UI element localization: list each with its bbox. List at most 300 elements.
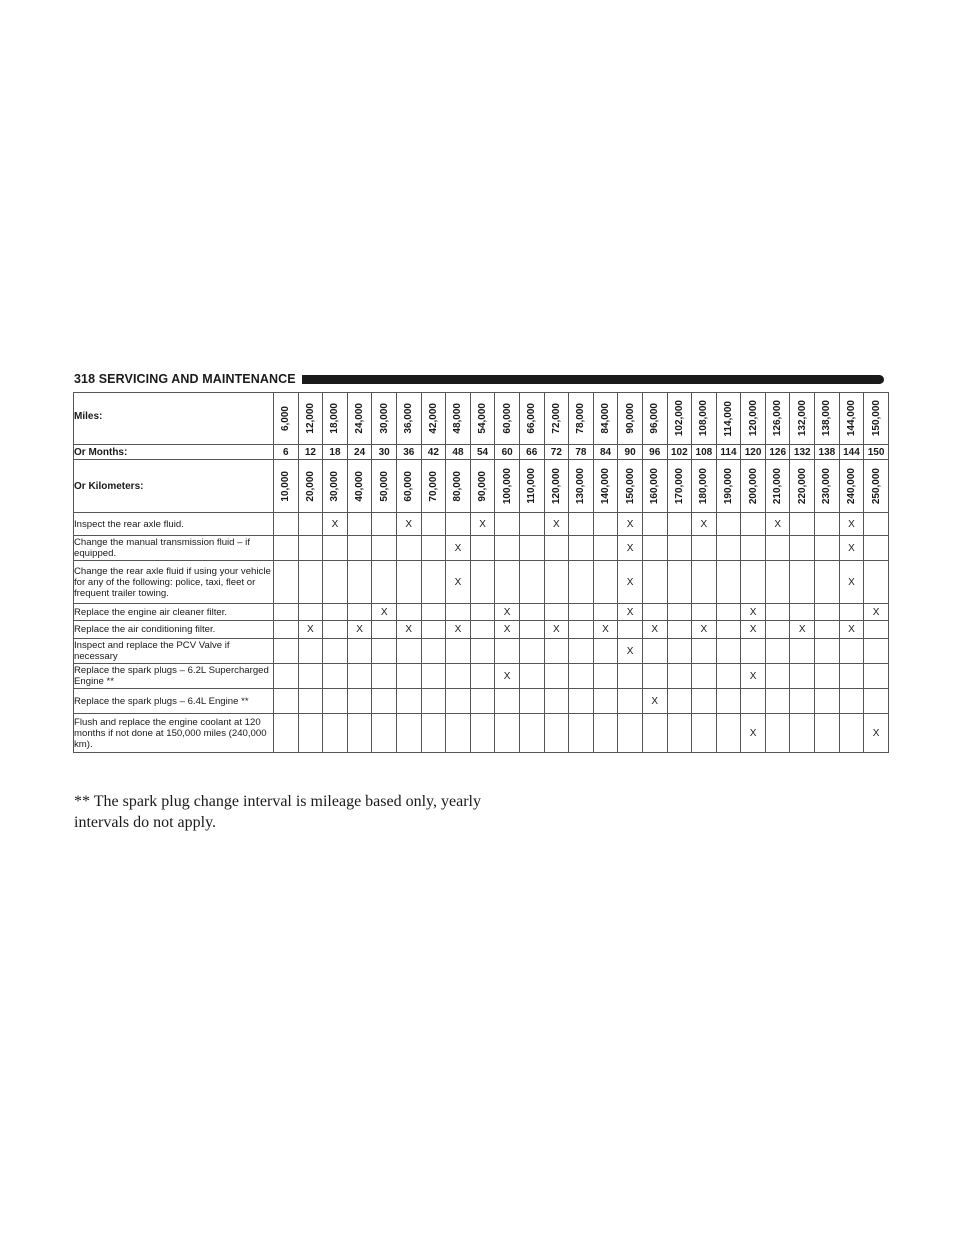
task-description: Flush and replace the engine coolant at 120 months if not done at 150,000 miles (240,000 km).	[74, 714, 274, 753]
kilometers-row-value: 130,000	[575, 467, 587, 505]
kilometers-row-value: 100,000	[501, 467, 513, 505]
interval-mark	[544, 561, 569, 604]
interval-mark: X	[495, 664, 520, 689]
months-row-value: 126	[765, 445, 790, 460]
interval-mark	[372, 621, 397, 639]
interval-mark	[323, 561, 348, 604]
miles-row-value: 84,000	[600, 403, 612, 434]
kilometers-row-value: 30,000	[329, 470, 341, 502]
interval-mark	[716, 689, 741, 714]
miles-row-cell	[372, 393, 397, 445]
miles-row-cell	[298, 393, 323, 445]
interval-mark	[470, 639, 495, 664]
interval-mark	[519, 664, 544, 689]
miles-row-cell	[495, 393, 520, 445]
interval-mark	[298, 536, 323, 561]
months-row-value: 18	[323, 445, 348, 460]
interval-mark	[642, 536, 667, 561]
interval-mark: X	[692, 621, 717, 639]
interval-mark	[642, 513, 667, 536]
interval-mark	[618, 664, 643, 689]
task-description: Change the manual transmission fluid – if equipped.	[74, 536, 274, 561]
interval-mark: X	[618, 604, 643, 621]
interval-mark	[642, 639, 667, 664]
interval-mark	[298, 689, 323, 714]
interval-mark	[593, 689, 618, 714]
miles-row-value: 90,000	[624, 403, 636, 434]
interval-mark	[569, 604, 594, 621]
interval-mark	[864, 536, 889, 561]
interval-mark: X	[839, 536, 864, 561]
interval-mark	[765, 664, 790, 689]
table-row	[74, 536, 889, 561]
interval-mark	[815, 621, 840, 639]
interval-mark	[741, 689, 766, 714]
interval-mark: X	[741, 621, 766, 639]
kilometers-row-cell	[716, 460, 741, 513]
interval-mark	[470, 536, 495, 561]
interval-mark	[519, 714, 544, 753]
miles-row-cell	[642, 393, 667, 445]
miles-row-cell	[593, 393, 618, 445]
footnote: ** The spark plug change interval is mileage based only, yearly intervals do not apply.	[74, 793, 481, 831]
interval-mark	[470, 714, 495, 753]
interval-mark: X	[864, 714, 889, 753]
interval-mark: X	[839, 561, 864, 604]
interval-mark	[790, 604, 815, 621]
interval-mark	[323, 664, 348, 689]
interval-mark	[741, 561, 766, 604]
miles-row-cell	[396, 393, 421, 445]
kilometers-row-value: 120,000	[550, 467, 562, 505]
interval-mark	[519, 561, 544, 604]
interval-mark	[569, 664, 594, 689]
interval-mark	[716, 536, 741, 561]
interval-mark: X	[298, 621, 323, 639]
interval-mark	[741, 639, 766, 664]
interval-mark	[790, 689, 815, 714]
kilometers-row-value: 240,000	[845, 467, 857, 505]
interval-mark: X	[741, 664, 766, 689]
table-row	[74, 604, 889, 621]
kilometers-row-cell	[421, 460, 446, 513]
interval-mark	[618, 714, 643, 753]
miles-row-value: 126,000	[772, 400, 784, 437]
months-row	[74, 445, 889, 460]
interval-mark	[274, 621, 299, 639]
interval-mark	[593, 714, 618, 753]
interval-mark	[421, 561, 446, 604]
kilometers-row-cell	[396, 460, 421, 513]
kilometers-row-value: 110,000	[526, 468, 538, 504]
interval-mark	[421, 536, 446, 561]
interval-mark	[765, 561, 790, 604]
kilometers-row-cell	[839, 460, 864, 513]
kilometers-row-cell	[470, 460, 495, 513]
interval-mark	[790, 513, 815, 536]
interval-mark	[421, 639, 446, 664]
interval-mark	[815, 689, 840, 714]
interval-mark	[347, 664, 372, 689]
interval-mark	[593, 561, 618, 604]
miles-row-value: 114,000	[722, 400, 734, 437]
kilometers-row-cell	[667, 460, 692, 513]
interval-mark	[790, 664, 815, 689]
miles-row-cell	[569, 393, 594, 445]
months-row-value: 132	[790, 445, 815, 460]
interval-mark	[692, 561, 717, 604]
months-row-value: 150	[864, 445, 889, 460]
interval-mark	[864, 639, 889, 664]
miles-row-cell	[519, 393, 544, 445]
months-row-value: 90	[618, 445, 643, 460]
miles-row-cell	[544, 393, 569, 445]
interval-mark	[839, 714, 864, 753]
interval-mark	[519, 621, 544, 639]
kilometers-row-cell	[741, 460, 766, 513]
interval-mark	[274, 561, 299, 604]
months-row-value: 6	[274, 445, 299, 460]
interval-mark	[323, 714, 348, 753]
interval-mark	[323, 621, 348, 639]
table-row	[74, 621, 889, 639]
interval-mark	[667, 536, 692, 561]
interval-mark	[716, 621, 741, 639]
interval-mark	[667, 714, 692, 753]
miles-row-value: 150,000	[870, 400, 882, 437]
months-row-value: 42	[421, 445, 446, 460]
interval-mark: X	[790, 621, 815, 639]
interval-mark	[716, 513, 741, 536]
interval-mark	[667, 513, 692, 536]
interval-mark: X	[446, 621, 471, 639]
interval-mark: X	[692, 513, 717, 536]
interval-mark	[372, 714, 397, 753]
task-description: Replace the spark plugs – 6.4L Engine **	[74, 689, 274, 714]
interval-mark	[396, 604, 421, 621]
miles-row-value: 72,000	[550, 403, 562, 434]
interval-mark	[298, 561, 323, 604]
months-row-value: 78	[569, 445, 594, 460]
interval-mark	[864, 664, 889, 689]
miles-row-value: 132,000	[796, 400, 808, 437]
kilometers-row-cell	[569, 460, 594, 513]
kilometers-row-value: 170,000	[673, 467, 685, 505]
interval-mark	[421, 689, 446, 714]
interval-mark	[765, 639, 790, 664]
interval-mark	[544, 664, 569, 689]
interval-mark	[372, 561, 397, 604]
interval-mark: X	[593, 621, 618, 639]
kilometers-row-cell	[618, 460, 643, 513]
kilometers-row-value: 140,000	[600, 467, 612, 505]
kilometers-row-value: 80,000	[452, 470, 464, 502]
interval-mark	[298, 714, 323, 753]
kilometers-row-value: 160,000	[649, 467, 661, 505]
interval-mark: X	[642, 689, 667, 714]
kilometers-row-cell	[372, 460, 397, 513]
interval-mark	[815, 561, 840, 604]
header-rule	[302, 375, 884, 384]
interval-mark	[446, 664, 471, 689]
months-row-value: 36	[396, 445, 421, 460]
months-row-value: 96	[642, 445, 667, 460]
interval-mark	[519, 604, 544, 621]
interval-mark	[569, 639, 594, 664]
interval-mark	[864, 513, 889, 536]
kilometers-row-value: 180,000	[698, 467, 710, 505]
interval-mark: X	[618, 639, 643, 664]
interval-mark	[667, 561, 692, 604]
kilometers-row-cell	[765, 460, 790, 513]
page-header	[74, 371, 884, 387]
interval-mark	[323, 604, 348, 621]
table-row	[74, 561, 889, 604]
kilometers-row-value: 60,000	[403, 470, 415, 502]
kilometers-row-value: 150,000	[624, 467, 636, 505]
interval-mark	[593, 639, 618, 664]
interval-mark	[569, 621, 594, 639]
interval-mark: X	[618, 536, 643, 561]
months-row-value: 24	[347, 445, 372, 460]
months-row-value: 12	[298, 445, 323, 460]
table-row	[74, 513, 889, 536]
interval-mark: X	[741, 714, 766, 753]
kilometers-row-cell	[642, 460, 667, 513]
interval-mark: X	[544, 513, 569, 536]
interval-mark	[323, 639, 348, 664]
interval-mark	[741, 536, 766, 561]
interval-mark: X	[642, 621, 667, 639]
interval-mark	[274, 689, 299, 714]
interval-mark	[347, 714, 372, 753]
interval-mark	[692, 664, 717, 689]
interval-mark	[642, 561, 667, 604]
interval-mark: X	[839, 513, 864, 536]
interval-mark	[569, 513, 594, 536]
kilometers-row-value: 220,000	[796, 467, 808, 505]
interval-mark	[667, 689, 692, 714]
kilometers-row-value: 230,000	[821, 467, 833, 505]
kilometers-row-cell	[274, 460, 299, 513]
interval-mark	[446, 639, 471, 664]
interval-mark	[396, 664, 421, 689]
interval-mark	[790, 714, 815, 753]
miles-row-value: 54,000	[477, 403, 489, 434]
interval-mark: X	[470, 513, 495, 536]
interval-mark	[593, 604, 618, 621]
interval-mark	[765, 621, 790, 639]
months-row-value: 102	[667, 445, 692, 460]
interval-mark	[716, 664, 741, 689]
kilometers-row-cell	[495, 460, 520, 513]
interval-mark	[716, 714, 741, 753]
interval-mark	[692, 639, 717, 664]
task-description: Inspect and replace the PCV Valve if necessary	[74, 639, 274, 664]
interval-mark	[716, 639, 741, 664]
interval-mark	[372, 536, 397, 561]
maintenance-schedule-table	[73, 392, 889, 753]
interval-mark	[618, 689, 643, 714]
miles-row-value: 36,000	[403, 403, 415, 434]
interval-mark: X	[323, 513, 348, 536]
interval-mark: X	[864, 604, 889, 621]
kilometers-row-cell	[544, 460, 569, 513]
interval-mark	[815, 604, 840, 621]
interval-mark	[692, 689, 717, 714]
interval-mark	[372, 639, 397, 664]
interval-mark	[519, 513, 544, 536]
interval-mark	[446, 689, 471, 714]
interval-mark	[667, 639, 692, 664]
interval-mark	[396, 561, 421, 604]
months-row-value: 114	[716, 445, 741, 460]
interval-mark	[421, 604, 446, 621]
interval-mark	[470, 664, 495, 689]
interval-mark	[495, 561, 520, 604]
interval-mark	[495, 536, 520, 561]
interval-mark	[765, 689, 790, 714]
kilometers-row-cell	[692, 460, 717, 513]
kilometers-row-cell	[519, 460, 544, 513]
miles-row-cell	[323, 393, 348, 445]
interval-mark: X	[372, 604, 397, 621]
interval-mark	[446, 714, 471, 753]
table-row	[74, 714, 889, 753]
interval-mark	[839, 664, 864, 689]
interval-mark: X	[446, 536, 471, 561]
interval-mark	[470, 604, 495, 621]
months-row-value: 60	[495, 445, 520, 460]
interval-mark	[274, 714, 299, 753]
miles-row-value: 138,000	[821, 400, 833, 437]
interval-mark	[569, 689, 594, 714]
interval-mark	[298, 639, 323, 664]
miles-row-value: 66,000	[526, 403, 538, 434]
miles-row-value: 24,000	[354, 403, 366, 434]
kilometers-row-cell	[347, 460, 372, 513]
miles-row-cell	[347, 393, 372, 445]
interval-mark	[815, 639, 840, 664]
kilometers-row-value: 210,000	[772, 467, 784, 505]
interval-mark	[741, 513, 766, 536]
kilometers-row-cell	[815, 460, 840, 513]
miles-row-cell	[421, 393, 446, 445]
interval-mark	[815, 664, 840, 689]
interval-mark	[470, 621, 495, 639]
interval-mark: X	[544, 621, 569, 639]
miles-row	[74, 393, 889, 445]
kilometers-row-cell	[298, 460, 323, 513]
kilometers-row-cell	[790, 460, 815, 513]
interval-mark	[470, 689, 495, 714]
interval-mark	[495, 689, 520, 714]
interval-mark	[569, 536, 594, 561]
kilometers-row-cell	[864, 460, 889, 513]
interval-mark	[642, 714, 667, 753]
miles-row-cell	[716, 393, 741, 445]
miles-row-cell	[618, 393, 643, 445]
miles-row-value: 48,000	[452, 403, 464, 434]
interval-mark	[569, 561, 594, 604]
interval-mark: X	[618, 513, 643, 536]
interval-mark	[642, 664, 667, 689]
interval-mark	[519, 536, 544, 561]
interval-mark	[618, 621, 643, 639]
miles-row-value: 42,000	[427, 403, 439, 434]
miles-row-cell	[864, 393, 889, 445]
kilometers-row-value: 200,000	[747, 467, 759, 505]
interval-mark: X	[446, 561, 471, 604]
miles-row-value: 60,000	[501, 403, 513, 434]
page-title: 318 SERVICING AND MAINTENANCE	[74, 372, 296, 386]
interval-mark	[347, 639, 372, 664]
interval-mark	[274, 536, 299, 561]
interval-mark	[716, 604, 741, 621]
interval-mark	[839, 689, 864, 714]
interval-mark	[839, 604, 864, 621]
interval-mark	[544, 604, 569, 621]
interval-mark	[765, 714, 790, 753]
interval-mark	[790, 639, 815, 664]
interval-mark	[692, 604, 717, 621]
interval-mark: X	[396, 621, 421, 639]
miles-row-cell	[274, 393, 299, 445]
interval-mark	[642, 604, 667, 621]
miles-row-cell	[692, 393, 717, 445]
interval-mark	[495, 639, 520, 664]
table-row	[74, 639, 889, 664]
interval-mark	[692, 536, 717, 561]
task-description: Replace the engine air cleaner filter.	[74, 604, 274, 621]
interval-mark	[519, 689, 544, 714]
interval-mark	[667, 604, 692, 621]
interval-mark	[544, 689, 569, 714]
kilometers-row-cell	[593, 460, 618, 513]
months-row-value: 138	[815, 445, 840, 460]
months-row-value: 66	[519, 445, 544, 460]
task-description: Change the rear axle fluid if using your vehicle for any of the following: police, taxi, fleet or frequent trailer towing.	[74, 561, 274, 604]
interval-mark	[372, 513, 397, 536]
miles-row-value: 96,000	[649, 403, 661, 434]
miles-row-cell	[470, 393, 495, 445]
interval-mark	[815, 536, 840, 561]
interval-mark	[815, 714, 840, 753]
months-row-value: 144	[839, 445, 864, 460]
interval-mark	[593, 536, 618, 561]
interval-mark: X	[741, 604, 766, 621]
interval-mark	[815, 513, 840, 536]
interval-mark	[274, 639, 299, 664]
kilometers-row-value: 250,000	[870, 467, 882, 505]
kilometers-row-cell	[446, 460, 471, 513]
months-row-value: 30	[372, 445, 397, 460]
kilometers-row-label: Or Kilometers:	[74, 460, 274, 513]
interval-mark	[544, 536, 569, 561]
kilometers-row-value: 190,000	[722, 467, 734, 505]
interval-mark	[372, 689, 397, 714]
miles-row-cell	[790, 393, 815, 445]
miles-row-value: 108,000	[698, 400, 710, 437]
interval-mark	[347, 513, 372, 536]
interval-mark	[470, 561, 495, 604]
interval-mark	[790, 561, 815, 604]
interval-mark	[765, 604, 790, 621]
kilometers-row	[74, 460, 889, 513]
interval-mark	[864, 689, 889, 714]
interval-mark	[298, 604, 323, 621]
interval-mark	[495, 714, 520, 753]
